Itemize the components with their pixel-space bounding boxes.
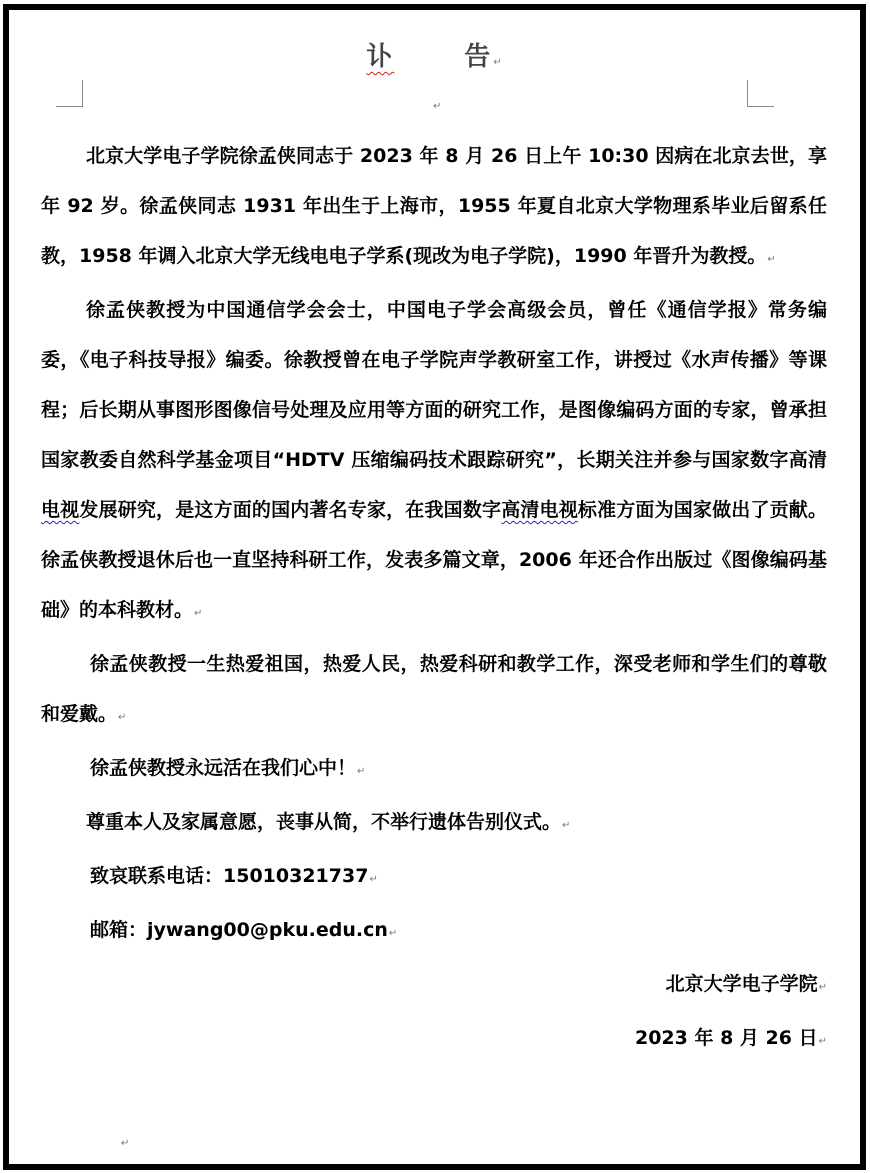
paragraph-mark-icon: ↵ [562, 820, 571, 831]
signature-org: 北京大学电子学院↵ [665, 973, 827, 995]
paragraph-3: 徐孟侠教授一生热爱祖国，热爱人民，热爱科研和教学工作，深受老师和学生们的尊敬和爱戴。↵ [41, 653, 827, 725]
crop-mark-top-left-icon [56, 80, 83, 107]
paragraph-mark-icon: ↵ [388, 928, 398, 939]
email-address: jywang00@pku.edu.cn [147, 919, 388, 941]
contact-email: 邮箱：jywang00@pku.edu.cn↵ [90, 919, 398, 941]
paragraph-mark-icon: ↵ [121, 1138, 130, 1149]
signature-date: 2023 年 8 月 26 日↵ [634, 1027, 827, 1049]
paragraph-1: 北京大学电子学院徐孟侠同志于 2023 年 8 月 26 日上午 10:30 因病在北京去世，享年 92 岁。徐孟侠同志 1931 年出生于上海市，1955 年夏自北京大学物理系毕业后留系任教，1958 年调入北京大学无线电电子学系(现改为电子学院)，1990 年晋升为教授。↵ [41, 145, 827, 267]
paragraph-mark-icon: ↵ [818, 1036, 827, 1047]
page-title [0, 36, 870, 73]
paragraph-mark-icon: ↵ [818, 982, 827, 993]
paragraph-5: 尊重本人及家属意愿，丧事从简，不举行遗体告别仪式。↵ [86, 811, 571, 833]
paragraph-mark-icon: ↵ [493, 57, 504, 68]
paragraph-mark-icon: ↵ [767, 254, 776, 265]
paragraph-mark-icon: ↵ [118, 712, 127, 723]
phone-number: 15010321737 [223, 865, 369, 887]
paragraph-mark-icon: ↵ [357, 766, 366, 777]
paragraph-2: 徐孟侠教授为中国通信学会会士，中国电子学会高级会员，曾任《通信学报》常务编委，《电子科技导报》编委。徐教授曾在电子学院声学教研室工作，讲授过《水声传播》等课程；后长期从事图形图像信号处理及应用等方面的研究工作，是图像编码方面的专家，曾承担国家教委自然科学基金项目“HDTV 压缩编码技术跟踪研究”，长期关注并参与国家数字高清电视发展研究，是这方面的国内著名专家，在我国数字高清电视标准方面为国家做出了贡献。徐孟侠教授退休后也一直坚持科研工作，发表多篇文章，2006 年还合作出版过《图像编码基础》的本科教材。↵ [41, 299, 827, 621]
crop-mark-top-right-icon [747, 80, 774, 107]
paragraph-mark-icon: ↵ [194, 608, 203, 619]
title-char-1: 讣 [366, 42, 395, 72]
paragraph-4: 徐孟侠教授永远活在我们心中！↵ [90, 757, 366, 779]
paragraph-mark-icon: ↵ [433, 101, 442, 112]
paragraph-mark-icon: ↵ [369, 874, 378, 885]
title-char-2: 告 [464, 42, 493, 72]
contact-phone: 致哀联系电话：15010321737↵ [90, 865, 378, 887]
announcement-body [41, 131, 827, 1067]
